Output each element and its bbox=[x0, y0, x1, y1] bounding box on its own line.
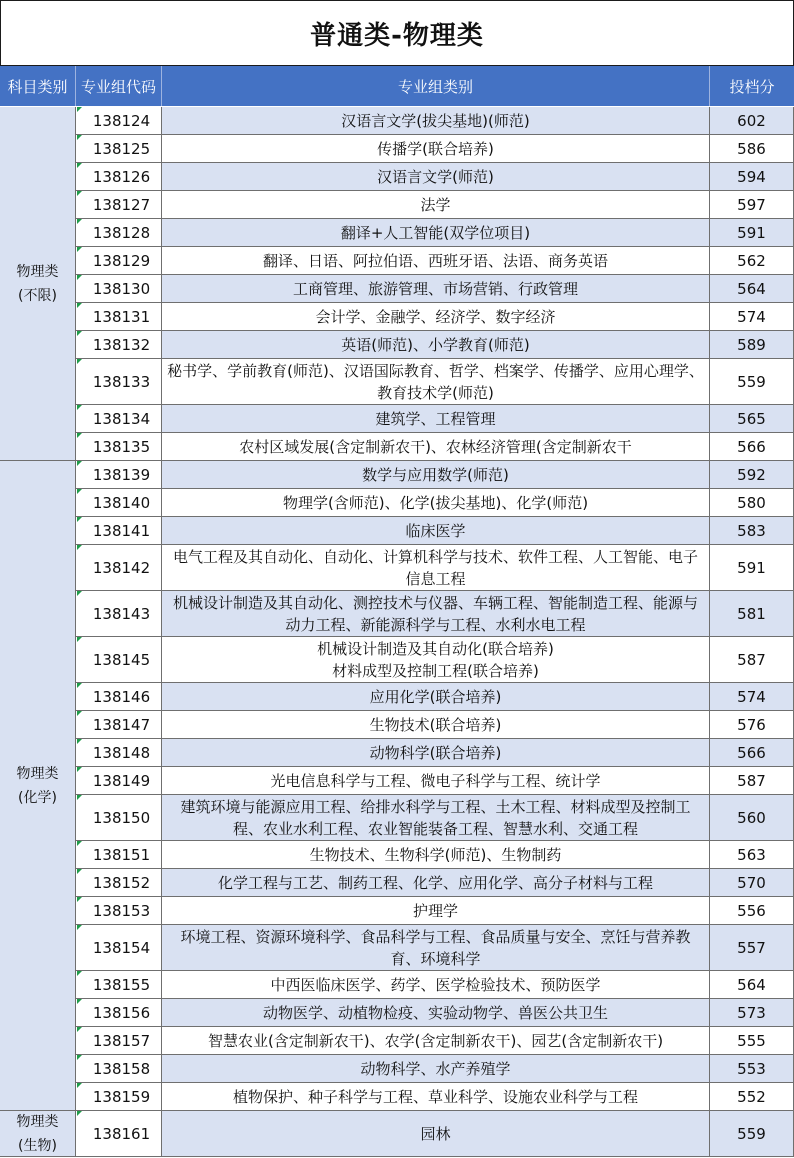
score-cell: 566 bbox=[710, 739, 794, 767]
cell-comment-marker bbox=[77, 219, 82, 224]
major-group-text: 应用化学(联合培养) bbox=[369, 687, 502, 706]
group-code-cell: 138143 bbox=[76, 591, 162, 637]
score-cell: 587 bbox=[710, 767, 794, 795]
major-group-text: 数学与应用数学(师范) bbox=[362, 465, 509, 484]
cell-comment-marker bbox=[77, 711, 82, 716]
score-cell: 592 bbox=[710, 461, 794, 489]
cell-comment-marker bbox=[77, 739, 82, 744]
group-code-cell: 138139 bbox=[76, 461, 162, 489]
score-cell: 581 bbox=[710, 591, 794, 637]
cell-comment-marker bbox=[77, 275, 82, 280]
major-group-cell bbox=[162, 405, 710, 433]
major-group-cell bbox=[162, 841, 710, 869]
cell-comment-marker bbox=[77, 303, 82, 308]
score-cell: 597 bbox=[710, 191, 794, 219]
group-code-cell: 138155 bbox=[76, 971, 162, 999]
group-code-cell: 138153 bbox=[76, 897, 162, 925]
cell-comment-marker bbox=[77, 841, 82, 846]
group-code-cell: 138149 bbox=[76, 767, 162, 795]
major-group-cell bbox=[162, 331, 710, 359]
major-group-text: 动物科学(联合培养) bbox=[369, 743, 502, 762]
cell-comment-marker bbox=[77, 331, 82, 336]
cell-comment-marker bbox=[77, 461, 82, 466]
header-major-group: 专业组类别 bbox=[162, 66, 710, 106]
score-cell: 594 bbox=[710, 163, 794, 191]
header-score: 投档分 bbox=[710, 66, 794, 106]
cell-comment-marker bbox=[77, 971, 82, 976]
group-code-cell: 138159 bbox=[76, 1083, 162, 1111]
major-group-cell bbox=[162, 1027, 710, 1055]
group-code-cell: 138146 bbox=[76, 683, 162, 711]
group-code-cell: 138152 bbox=[76, 869, 162, 897]
major-group-text: 化学工程与工艺、制药工程、化学、应用化学、高分子材料与工程 bbox=[217, 873, 653, 892]
category-line1: 物理类 bbox=[16, 263, 59, 280]
major-group-text: 护理学 bbox=[412, 901, 458, 920]
major-group-text: 生物技术(联合培养) bbox=[369, 715, 502, 734]
header-group-code: 专业组代码 bbox=[76, 66, 162, 106]
score-cell: 562 bbox=[710, 247, 794, 275]
major-group-text: 机械设计制造及其自动化(联合培养) 材料成型及控制工程(联合培养) bbox=[317, 639, 554, 680]
score-cell: 580 bbox=[710, 489, 794, 517]
cell-comment-marker bbox=[77, 1111, 82, 1116]
score-cell: 553 bbox=[710, 1055, 794, 1083]
major-group-text: 翻译、日语、阿拉伯语、西班牙语、法语、商务英语 bbox=[262, 251, 608, 270]
score-cell: 552 bbox=[710, 1083, 794, 1111]
major-group-text: 英语(师范)、小学教育(师范) bbox=[341, 335, 530, 354]
group-code-cell: 138128 bbox=[76, 219, 162, 247]
cell-comment-marker bbox=[77, 359, 82, 364]
major-group-cell bbox=[162, 897, 710, 925]
score-cell: 564 bbox=[710, 275, 794, 303]
group-code-cell: 138141 bbox=[76, 517, 162, 545]
category-cell bbox=[0, 107, 76, 461]
cell-comment-marker bbox=[77, 767, 82, 772]
major-group-text: 秘书学、学前教育(师范)、汉语国际教育、哲学、档案学、传播学、应用心理学、教育技术学(师范) bbox=[167, 361, 704, 402]
score-cell: 602 bbox=[710, 107, 794, 135]
category-line2: (化学) bbox=[18, 789, 57, 806]
score-cell: 589 bbox=[710, 331, 794, 359]
score-cell: 559 bbox=[710, 359, 794, 405]
major-group-cell bbox=[162, 359, 710, 405]
cell-comment-marker bbox=[77, 869, 82, 874]
category-line1: 物理类 bbox=[16, 765, 59, 782]
cell-comment-marker bbox=[77, 489, 82, 494]
major-group-text: 法学 bbox=[420, 195, 451, 214]
major-group-cell bbox=[162, 191, 710, 219]
major-group-text: 环境工程、资源环境科学、食品科学与工程、食品质量与安全、烹饪与营养教育、环境科学 bbox=[180, 927, 691, 968]
cell-comment-marker bbox=[77, 163, 82, 168]
cell-comment-marker bbox=[77, 591, 82, 596]
major-group-cell bbox=[162, 1083, 710, 1111]
major-group-cell bbox=[162, 1055, 710, 1083]
major-group-cell bbox=[162, 433, 710, 461]
major-group-cell bbox=[162, 461, 710, 489]
score-cell: 587 bbox=[710, 637, 794, 683]
cell-comment-marker bbox=[77, 135, 82, 140]
group-code-cell: 138150 bbox=[76, 795, 162, 841]
group-code-cell: 138129 bbox=[76, 247, 162, 275]
group-code-cell: 138133 bbox=[76, 359, 162, 405]
sheet-title: 普通类-物理类 bbox=[0, 0, 794, 66]
major-group-cell bbox=[162, 739, 710, 767]
group-code-cell: 138148 bbox=[76, 739, 162, 767]
score-cell: 586 bbox=[710, 135, 794, 163]
major-group-cell bbox=[162, 971, 710, 999]
major-group-text: 建筑学、工程管理 bbox=[375, 409, 496, 428]
major-group-cell bbox=[162, 591, 710, 637]
major-group-cell bbox=[162, 275, 710, 303]
category-cell bbox=[0, 1111, 76, 1157]
group-code-cell: 138134 bbox=[76, 405, 162, 433]
major-group-text: 临床医学 bbox=[405, 521, 466, 540]
group-code-cell: 138154 bbox=[76, 925, 162, 971]
cell-comment-marker bbox=[77, 545, 82, 550]
major-group-cell bbox=[162, 767, 710, 795]
major-group-cell bbox=[162, 219, 710, 247]
major-group-text: 传播学(联合培养) bbox=[377, 139, 494, 158]
cell-comment-marker bbox=[77, 795, 82, 800]
major-group-cell bbox=[162, 517, 710, 545]
major-group-cell bbox=[162, 1111, 710, 1157]
major-group-cell bbox=[162, 545, 710, 591]
cell-comment-marker bbox=[77, 683, 82, 688]
major-group-text: 物理学(含师范)、化学(拔尖基地)、化学(师范) bbox=[282, 493, 589, 512]
header-category: 科目类别 bbox=[0, 66, 76, 106]
cell-comment-marker bbox=[77, 925, 82, 930]
group-code-cell: 138132 bbox=[76, 331, 162, 359]
major-group-cell bbox=[162, 303, 710, 331]
major-group-text: 翻译+人工智能(双学位项目) bbox=[340, 223, 531, 242]
score-cell: 583 bbox=[710, 517, 794, 545]
major-group-cell bbox=[162, 163, 710, 191]
group-code-cell: 138145 bbox=[76, 637, 162, 683]
group-code-cell: 138157 bbox=[76, 1027, 162, 1055]
group-code-cell: 138158 bbox=[76, 1055, 162, 1083]
major-group-cell bbox=[162, 869, 710, 897]
score-cell: 574 bbox=[710, 303, 794, 331]
score-cell: 557 bbox=[710, 925, 794, 971]
major-group-text: 园林 bbox=[420, 1124, 451, 1143]
group-code-cell: 138125 bbox=[76, 135, 162, 163]
cell-comment-marker bbox=[77, 247, 82, 252]
category-cell bbox=[0, 461, 76, 1111]
major-group-text: 农村区域发展(含定制新农干)、农林经济管理(含定制新农干 bbox=[239, 437, 632, 456]
cell-comment-marker bbox=[77, 1055, 82, 1060]
group-code-cell: 138127 bbox=[76, 191, 162, 219]
group-code-cell: 138142 bbox=[76, 545, 162, 591]
score-cell: 555 bbox=[710, 1027, 794, 1055]
major-group-cell bbox=[162, 683, 710, 711]
cell-comment-marker bbox=[77, 191, 82, 196]
score-cell: 556 bbox=[710, 897, 794, 925]
group-code-cell: 138161 bbox=[76, 1111, 162, 1157]
major-group-text: 动物医学、动植物检疫、实验动物学、兽医公共卫生 bbox=[262, 1003, 608, 1022]
major-group-text: 光电信息科学与工程、微电子科学与工程、统计学 bbox=[270, 771, 601, 790]
category-line1: 物理类 bbox=[16, 1113, 59, 1130]
cell-comment-marker bbox=[77, 433, 82, 438]
major-group-cell bbox=[162, 999, 710, 1027]
cell-comment-marker bbox=[77, 405, 82, 410]
cell-comment-marker bbox=[77, 637, 82, 642]
major-group-cell bbox=[162, 107, 710, 135]
score-cell: 573 bbox=[710, 999, 794, 1027]
score-cell: 560 bbox=[710, 795, 794, 841]
group-code-cell: 138124 bbox=[76, 107, 162, 135]
cell-comment-marker bbox=[77, 1083, 82, 1088]
major-group-text: 智慧农业(含定制新农干)、农学(含定制新农干)、园艺(含定制新农干) bbox=[207, 1031, 664, 1050]
major-group-cell bbox=[162, 135, 710, 163]
major-group-text: 植物保护、种子科学与工程、草业科学、设施农业科学与工程 bbox=[232, 1087, 638, 1106]
major-group-text: 动物科学、水产养殖学 bbox=[360, 1059, 511, 1078]
major-group-cell bbox=[162, 637, 710, 683]
score-cell: 564 bbox=[710, 971, 794, 999]
major-group-text: 机械设计制造及其自动化、测控技术与仪器、车辆工程、智能制造工程、能源与动力工程、新能源科学与工程、水利水电工程 bbox=[172, 593, 698, 634]
major-group-cell bbox=[162, 711, 710, 739]
major-group-cell bbox=[162, 247, 710, 275]
major-group-text: 会计学、金融学、经济学、数字经济 bbox=[315, 307, 556, 326]
major-group-cell bbox=[162, 489, 710, 517]
major-group-text: 汉语言文学(拔尖基地)(师范) bbox=[341, 111, 530, 130]
score-cell: 559 bbox=[710, 1111, 794, 1157]
group-code-cell: 138140 bbox=[76, 489, 162, 517]
category-line2: (生物) bbox=[18, 1137, 57, 1154]
score-cell: 563 bbox=[710, 841, 794, 869]
group-code-cell: 138151 bbox=[76, 841, 162, 869]
group-code-cell: 138135 bbox=[76, 433, 162, 461]
cell-comment-marker bbox=[77, 897, 82, 902]
cell-comment-marker bbox=[77, 1027, 82, 1032]
score-cell: 570 bbox=[710, 869, 794, 897]
group-code-cell: 138130 bbox=[76, 275, 162, 303]
major-group-text: 生物技术、生物科学(师范)、生物制药 bbox=[309, 845, 562, 864]
group-code-cell: 138147 bbox=[76, 711, 162, 739]
score-cell: 591 bbox=[710, 219, 794, 247]
major-group-text: 汉语言文学(师范) bbox=[377, 167, 494, 186]
major-group-text: 建筑环境与能源应用工程、给排水科学与工程、土木工程、材料成型及控制工程、农业水利工程、农业智能装备工程、智慧水利、交通工程 bbox=[180, 797, 691, 838]
score-cell: 565 bbox=[710, 405, 794, 433]
group-code-cell: 138131 bbox=[76, 303, 162, 331]
major-group-text: 电气工程及其自动化、自动化、计算机科学与技术、软件工程、人工智能、电子信息工程 bbox=[172, 547, 698, 588]
score-cell: 566 bbox=[710, 433, 794, 461]
group-code-cell: 138156 bbox=[76, 999, 162, 1027]
category-line2: (不限) bbox=[18, 287, 57, 304]
major-group-cell bbox=[162, 795, 710, 841]
score-cell: 591 bbox=[710, 545, 794, 591]
cell-comment-marker bbox=[77, 517, 82, 522]
score-cell: 574 bbox=[710, 683, 794, 711]
major-group-cell bbox=[162, 925, 710, 971]
group-code-cell: 138126 bbox=[76, 163, 162, 191]
score-cell: 576 bbox=[710, 711, 794, 739]
major-group-text: 中西医临床医学、药学、医学检验技术、预防医学 bbox=[270, 975, 601, 994]
major-group-text: 工商管理、旅游管理、市场营销、行政管理 bbox=[292, 279, 578, 298]
cell-comment-marker bbox=[77, 999, 82, 1004]
cell-comment-marker bbox=[77, 107, 82, 112]
